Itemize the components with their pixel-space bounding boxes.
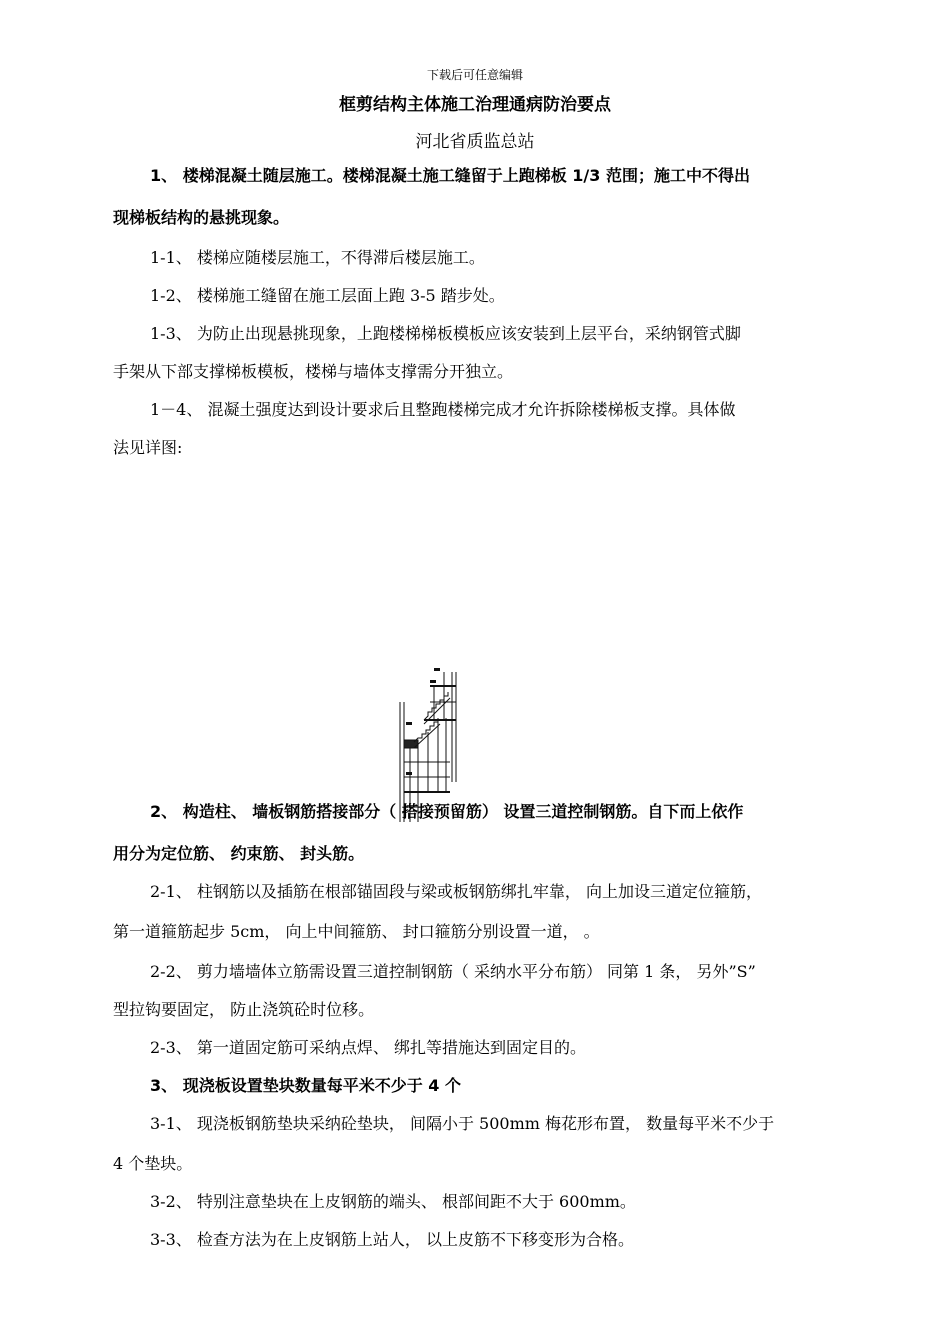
paragraph-1-4-cont: 法见详图: xyxy=(113,438,183,457)
document-subtitle: 河北省质监总站 xyxy=(415,132,535,152)
page-header-note: 下载后可任意编辑 xyxy=(426,68,523,82)
paragraph-2-3: 2-3、 第一道固定筋可采纳点焊、 绑扎等措施达到固定目的。 xyxy=(150,1038,586,1057)
paragraph-1-3-cont: 手架从下部支撑梯板模板，楼梯与墙体支撑需分开独立。 xyxy=(113,362,514,381)
paragraph-3-1: 3-1、 现浇板钢筋垫块采纳砼垫块， 间隔小于 500mm 梅花形布置， 数量每平米不少于 xyxy=(150,1114,775,1133)
section-3-heading: 3、 现浇板设置垫块数量每平米不少于 4 个 xyxy=(150,1076,461,1095)
paragraph-1-3: 1-3、 为防止出现悬挑现象，上跑楼梯梯板模板应该安装到上层平台，采纳钢管式脚 xyxy=(150,324,741,343)
paragraph-2-1: 2-1、 柱钢筋以及插筋在根部锚固段与梁或板钢筋绑扎牢靠， 向上加设三道定位箍筋， xyxy=(150,882,762,901)
section-1-heading: 1、 楼梯混凝土随层施工。楼梯混凝土施工缝留于上跑梯板 1/3 范围；施工中不得出 xyxy=(150,166,750,185)
section-2-heading-cont: 用分为定位筋、 约束筋、 封头筋。 xyxy=(113,844,365,863)
paragraph-2-2: 2-2、 剪力墙墙体立筋需设置三道控制钢筋（ 采纳水平分布筋） 同第 1 条， 另外”S” xyxy=(150,962,756,981)
paragraph-1-4: 1－4、 混凝土强度达到设计要求后且整跑楼梯完成才允许拆除楼梯板支撑。具体做 xyxy=(150,400,736,419)
paragraph-3-3: 3-3、 检查方法为在上皮钢筋上站人， 以上皮筋不下移变形为合格。 xyxy=(150,1230,634,1249)
paragraph-3-1-cont: 4 个垫块。 xyxy=(113,1154,193,1173)
section-2-heading: 2、 构造柱、 墙板钢筋搭接部分（ 搭接预留筋） 设置三道控制钢筋。自下而上依作 xyxy=(150,802,744,821)
paragraph-2-2-cont: 型拉钩要固定， 防止浇筑砼时位移。 xyxy=(113,1000,375,1019)
document-title: 框剪结构主体施工治理通病防治要点 xyxy=(339,95,611,115)
section-1-heading-cont: 现梯板结构的悬挑现象。 xyxy=(113,208,290,227)
paragraph-1-1: 1-1、 楼梯应随楼层施工，不得滞后楼层施工。 xyxy=(150,248,485,267)
paragraph-3-2: 3-2、 特别注意垫块在上皮钢筋的端头、 根部间距不大于 600mm。 xyxy=(150,1192,636,1211)
paragraph-1-2: 1-2、 楼梯施工缝留在施工层面上跑 3-5 踏步处。 xyxy=(150,286,505,305)
paragraph-2-1-cont: 第一道箍筋起步 5cm， 向上中间箍筋、 封口箍筋分别设置一道， 。 xyxy=(113,922,600,941)
